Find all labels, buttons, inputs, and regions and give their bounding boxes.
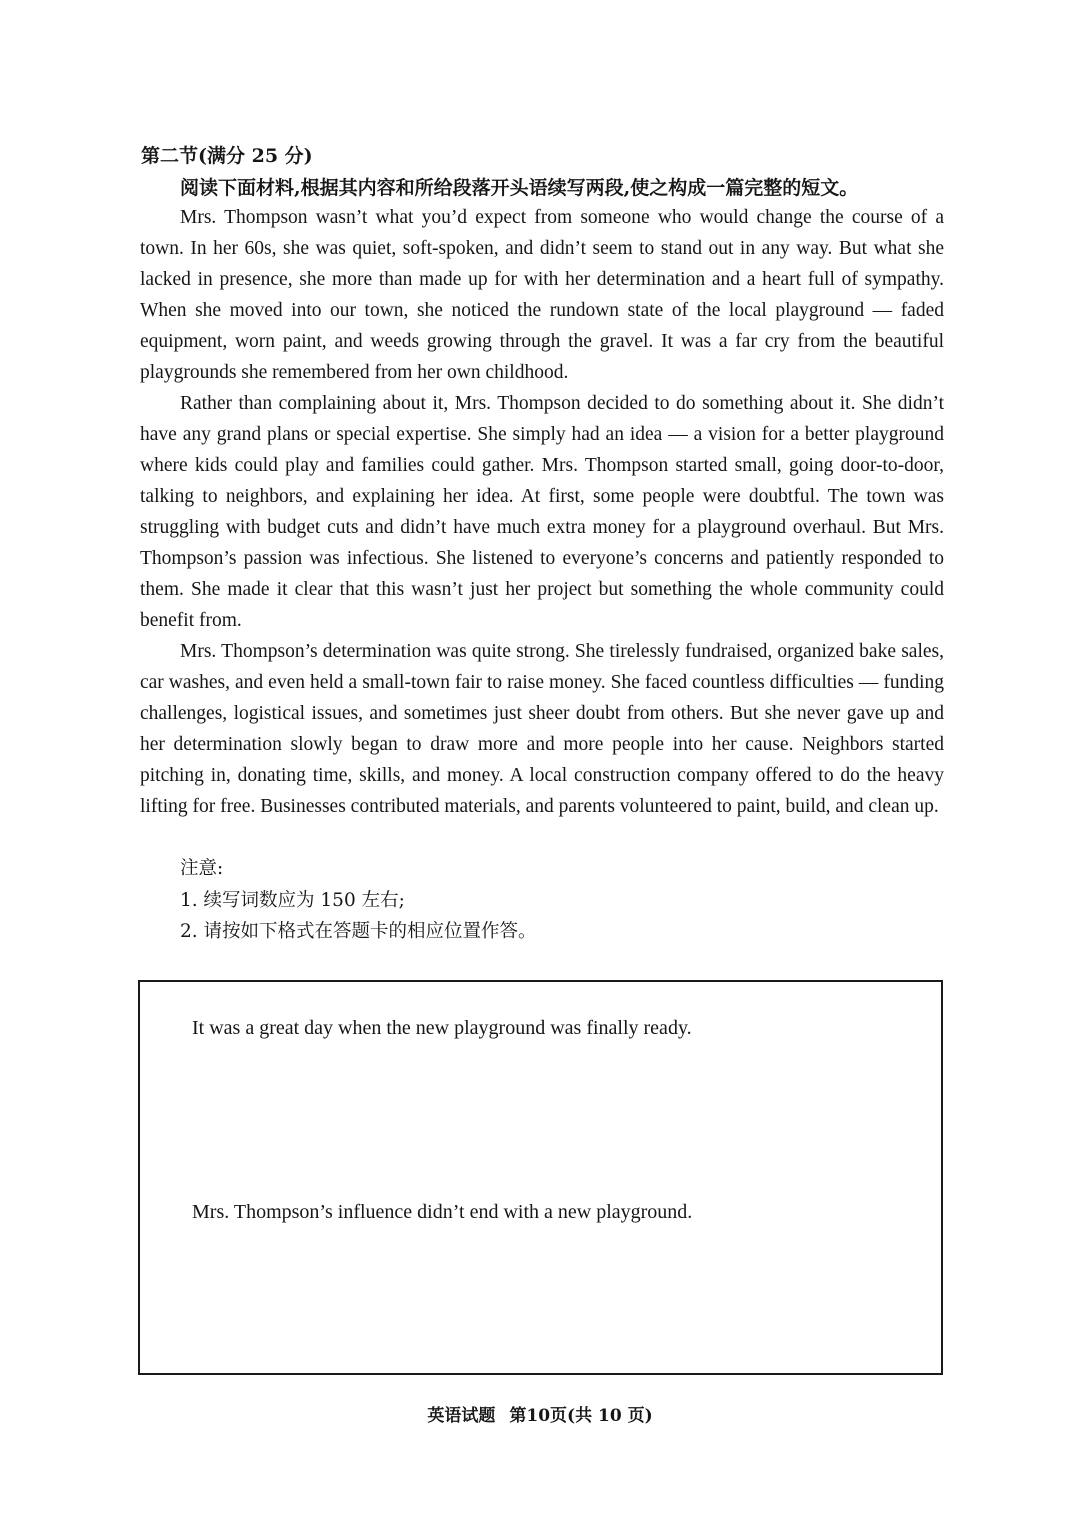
answer-format-box: [138, 980, 943, 1375]
passage-paragraph-1: Mrs. Thompson wasn’t what you’d expect from someone who would change the course of a town. In her 60s, she was quiet, soft-spoken, and didn’t seem to stand out in any way. But what she lacked in presence, she more than made up for with her determination and a heart full of sympathy. When she moved into our town, she noticed the rundown state of the local playground — faded equipment, worn paint, and weeds growing through the gravel. It was a far cry from the beautiful playgrounds she remembered from her own childhood.: [140, 207, 944, 383]
passage-paragraph-2: Rather than complaining about it, Mrs. Thompson decided to do something about it. She didn’t have any grand plans or special expertise. She simply had an idea — a vision for a better playground where kids could play and families could gather. Mrs. Thompson started small, going door-to-door, talking to neighbors, and explaining her idea. At first, some people were doubtful. The town was struggling with budget cuts and didn’t have much extra money for a playground overhaul. But Mrs. Thompson’s passion was infectious. She listened to everyone’s concerns and patiently responded to them. She made it clear that this wasn’t just her project but something the whole community could benefit from.: [140, 393, 944, 631]
reading-passage: [140, 202, 944, 822]
task-instruction: 阅读下面材料,根据其内容和所给段落开头语续写两段,使之构成一篇完整的短文。: [180, 177, 859, 199]
footer-page-number: 第10页(共 10 页): [509, 1406, 653, 1426]
continuation-opening-1: It was a great day when the new playground was finally ready.: [192, 1017, 692, 1039]
note-item-word-count: 1. 续写词数应为 150 左右;: [180, 889, 405, 911]
section-heading: 第二节(满分 25 分): [141, 145, 313, 167]
footer-subject: 英语试题: [427, 1406, 496, 1426]
note-item-format: 2. 请按如下格式在答题卡的相应位置作答。: [180, 921, 537, 942]
passage-paragraph-3: Mrs. Thompson’s determination was quite strong. She tirelessly fundraised, organized bake sales, car washes, and even held a small-town fair to raise money. She faced countless difficulties — funding challenges, logistical issues, and sometimes just sheer doubt from others. But she never gave up and her determination slowly began to draw more and more people into her cause. Neighbors started pitching in, donating time, skills, and money. A local construction company offered to do the heavy lifting for free. Businesses contributed materials, and parents volunteered to paint, build, and clean up.: [140, 641, 944, 817]
notes-title: 注意:: [180, 858, 224, 879]
page-footer: [0, 1403, 1080, 1429]
notes-block: [180, 853, 537, 948]
continuation-opening-2: Mrs. Thompson’s influence didn’t end with a new playground.: [192, 1201, 693, 1223]
